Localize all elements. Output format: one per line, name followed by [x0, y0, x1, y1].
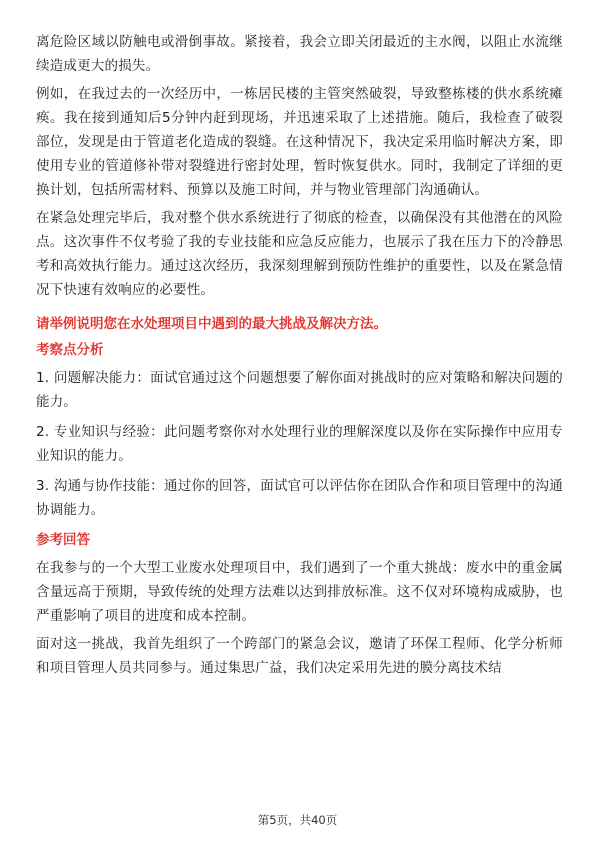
analysis-item: 1. 问题解决能力：面试官通过这个问题想要了解你面对挑战时的应对策略和解决问题的能力。: [36, 370, 563, 410]
analysis-heading: 考察点分析: [36, 342, 104, 358]
answer-paragraph: 在我参与的一个大型工业废水处理项目中，我们遇到了一个重大挑战：废水中的重金属含量远高于预期，导致传统的处理方法难以达到排放标准。这不仅对环境构成威胁，也严重影响了项目的进度和成本控制。: [36, 560, 563, 624]
interview-question: 请举例说明您在水处理项目中遇到的最大挑战及解决方法。: [36, 316, 387, 332]
answer-paragraph: 面对这一挑战，我首先组织了一个跨部门的紧急会议，邀请了环保工程师、化学分析师和项目管理人员共同参与。通过集思广益，我们决定采用先进的膜分离技术结: [36, 636, 563, 676]
answer-heading: 参考回答: [36, 532, 90, 548]
analysis-item: 2. 专业知识与经验：此问题考察你对水处理行业的理解深度以及你在实际操作中应用专业知识的能力。: [36, 424, 563, 464]
analysis-item: 3. 沟通与协作技能：通过你的回答，面试官可以评估你在团队合作和项目管理中的沟通协调能力。: [36, 478, 563, 518]
page-number-footer: 第5页，共40页: [257, 813, 338, 827]
document-page: [36, 30, 563, 684]
body-paragraph: 例如，在我过去的一次经历中，一栋居民楼的主管突然破裂，导致整栋楼的供水系统瘫痪。我在接到通知后5分钟内赶到现场，并迅速采取了上述措施。随后，我检查了破裂部位，发现是由于管道老化造成的裂缝。在这种情况下，我决定采用临时解决方案，即使用专业的管道修补带对裂缝进行密封处理，暂时恢复供水。同时，我制定了详细的更换计划，包括所需材料、预算以及施工时间，并与物业管理部门沟通确认。: [36, 86, 563, 198]
body-paragraph: 在紧急处理完毕后，我对整个供水系统进行了彻底的检查，以确保没有其他潜在的风险点。这次事件不仅考验了我的专业技能和应急反应能力，也展示了我在压力下的冷静思考和高效执行能力。通过这次经历，我深刻理解到预防性维护的重要性，以及在紧急情况下快速有效响应的必要性。: [36, 210, 563, 298]
body-paragraph: 离危险区域以防触电或滑倒事故。紧接着，我会立即关闭最近的主水阀，以阻止水流继续造成更大的损失。: [36, 34, 563, 74]
